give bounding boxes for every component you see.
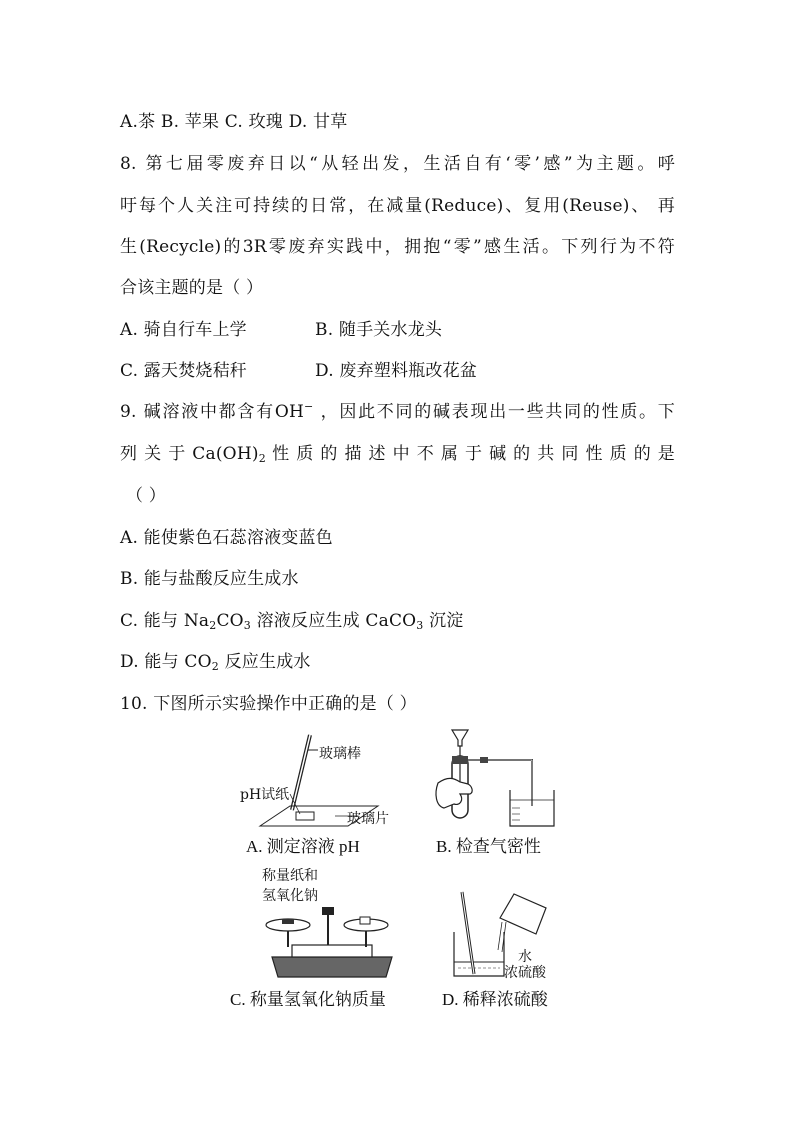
q9-option-c[interactable]: C. 能与 $Na_2CO_3$ 溶液反应生成 CaCO$_3$ 沉淀 [120, 611, 464, 632]
figure-c-caption: C. 称量氢氧化钠质量 [230, 990, 386, 1009]
q9-stem-line3: （ ） [126, 486, 167, 506]
q10-stem: 10. 下图所示实验操作中正确的是（ ） [120, 694, 417, 714]
figure-b-airtight-diagram [430, 728, 570, 828]
q8-option-c[interactable]: C. 露天焚烧秸秆 [120, 361, 248, 381]
pouring-beaker [500, 894, 546, 934]
beaker-d [454, 932, 504, 976]
hand [436, 778, 472, 808]
label-water: 水 [518, 949, 532, 965]
figure-c-balance-diagram [262, 905, 402, 985]
label-glass-plate: 玻璃片 [347, 811, 389, 827]
label-glass-rod: 玻璃棒 [319, 746, 361, 762]
figure-d-caption: D. 稀释浓硫酸 [442, 990, 548, 1009]
figure-a-caption: A. 测定溶液 pH [246, 837, 360, 856]
prev-question-options: A.茶 B. 苹果 C. 玫瑰 D. 甘草 [120, 112, 348, 132]
ph-paper [296, 812, 314, 820]
q8-stem-line2: 吁每个人关注可持续的日常，在减量(Reduce)、复用(Reuse)、 再 [120, 196, 675, 216]
q8-stem-line3: 生(Recycle)的3R零废弃实践中，拥抱“零”感生活。下列行为不符 [120, 237, 675, 257]
q9-option-a[interactable]: A. 能使紫色石蕊溶液变蓝色 [120, 528, 333, 548]
q8-stem-line4: 合该主题的是（ ） [120, 278, 264, 298]
q9-option-b[interactable]: B. 能与盐酸反应生成水 [120, 569, 299, 589]
label-concentrated-acid: 浓硫酸 [504, 965, 546, 981]
balance-base [272, 957, 392, 977]
q8-option-b[interactable]: B. 随手关水龙头 [315, 320, 443, 340]
label-ph-paper: pH试纸 [240, 787, 290, 803]
q9-stem-line2: 列 关 于 $Ca(OH)_2$ 性 质 的 描 述 中 不 属 于 碱 的 共 同 性 质 的 是 [120, 444, 675, 465]
q9-option-d[interactable]: D. 能与 $CO_2$ 反应生成水 [120, 652, 311, 673]
label-weighing-paper: 称量纸和 氢氧化钠 [262, 868, 318, 904]
q8-option-d[interactable]: D. 废弃塑料瓶改花盆 [315, 361, 478, 381]
q8-option-a[interactable]: A. 骑自行车上学 [120, 320, 247, 340]
figure-b-caption: B. 检查气密性 [436, 837, 541, 856]
q8-stem-line1: 8. 第七届零废弃日以“从轻出发，生活自有‘零’感”为主题。呼 [120, 154, 675, 174]
q9-stem-line1: 9. 碱溶液中都含有OH− ，因此不同的碱表现出一些共同的性质。下 [120, 400, 675, 422]
